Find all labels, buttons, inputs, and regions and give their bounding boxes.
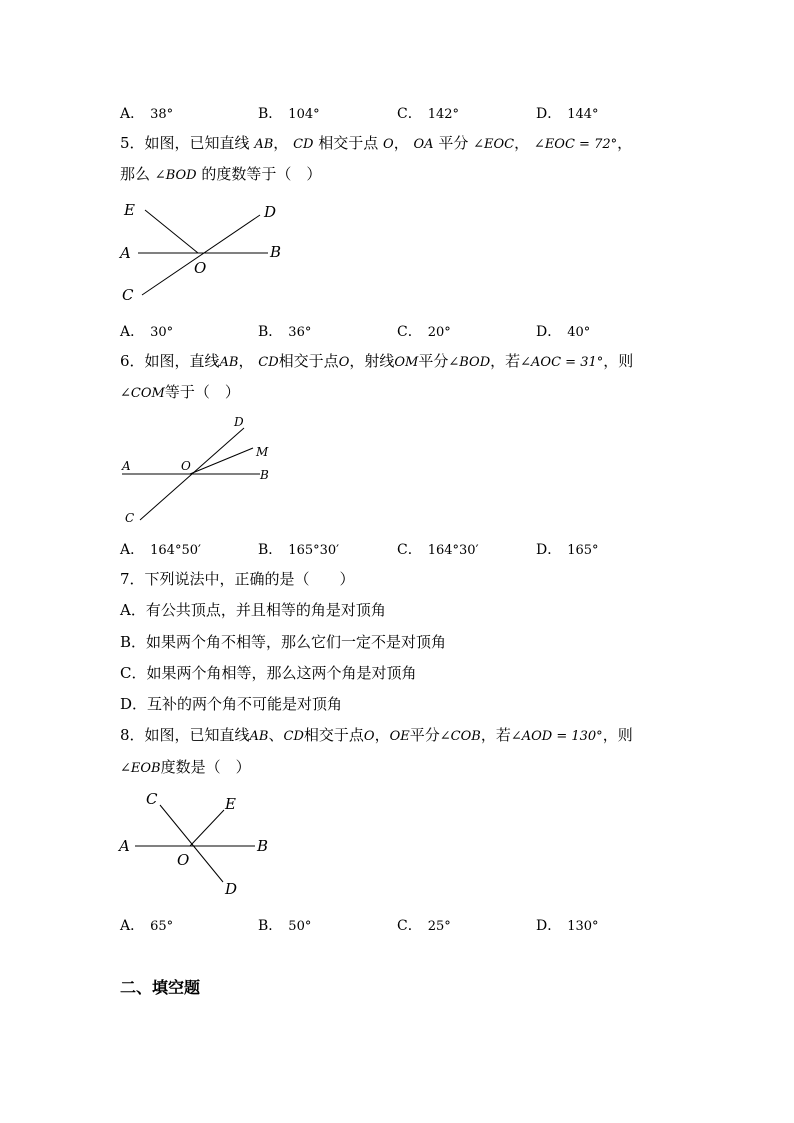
- q6-option-a[interactable]: A． 164°50′: [120, 542, 201, 558]
- q4-options: [120, 103, 680, 123]
- label-a: A: [120, 244, 131, 262]
- q8-option-d[interactable]: D． 130°: [536, 918, 599, 934]
- line-cd: [142, 215, 260, 295]
- ray-om: [190, 448, 253, 474]
- q7-stem: 7．下列说法中，正确的是（ ）: [120, 570, 355, 588]
- section-title: 二、填空题: [120, 978, 201, 997]
- label-e: E: [124, 201, 135, 219]
- q6-option-d[interactable]: D． 165°: [536, 542, 599, 558]
- q8-stem-line1: 8．如图，已知直线AB、CD相交于点O，OE平分∠COB，若∠AOD = 130°，则: [120, 726, 633, 744]
- q8-stem-line2: ∠EOB度数是（ ）: [120, 758, 251, 776]
- q6-stem-line1: 6．如图，直线AB， CD相交于点O，射线OM平分∠BOD，若∠AOC = 31°，则: [120, 352, 634, 370]
- label-d: D: [234, 415, 244, 429]
- label-b: B: [260, 468, 269, 482]
- q6-option-c[interactable]: C． 164°30′: [397, 542, 479, 558]
- label-d: D: [225, 880, 238, 898]
- q6-options: [120, 539, 680, 559]
- q4-option-c[interactable]: C． 142°: [397, 106, 460, 122]
- q8-options: [120, 915, 680, 935]
- label-m: M: [256, 445, 269, 459]
- label-o: O: [194, 259, 207, 277]
- label-o: O: [177, 851, 190, 869]
- q5-stem-line2: 那么 ∠BOD 的度数等于（ ）: [120, 165, 322, 183]
- q5-stem-line1: 5．如图，已知直线 AB， CD 相交于点 O， OA 平分 ∠EOC， ∠EOC = 72°，: [120, 134, 633, 152]
- label-b: B: [257, 837, 269, 855]
- line-cd: [160, 805, 223, 882]
- q6-option-b[interactable]: B． 165°30′: [258, 542, 340, 558]
- q4-option-d[interactable]: D． 144°: [536, 106, 599, 122]
- label-e: E: [225, 795, 236, 813]
- q8-option-a[interactable]: A． 65°: [120, 918, 174, 934]
- q8-figure: [110, 785, 290, 900]
- label-b: B: [270, 243, 282, 261]
- q4-option-b[interactable]: B． 104°: [258, 106, 320, 122]
- q5-option-c[interactable]: C． 20°: [397, 324, 451, 340]
- q5-option-b[interactable]: B． 36°: [258, 324, 312, 340]
- q7-option-b[interactable]: B．如果两个角不相等，那么它们一定不是对顶角: [120, 633, 447, 651]
- q7-option-d[interactable]: D．互补的两个角不可能是对顶角: [120, 695, 343, 713]
- q4-option-a[interactable]: A． 38°: [120, 106, 174, 122]
- label-c: C: [122, 286, 134, 304]
- q5-figure: [110, 195, 310, 310]
- q5-option-d[interactable]: D． 40°: [536, 324, 591, 340]
- label-c: C: [125, 511, 135, 525]
- ray-oe: [145, 210, 198, 253]
- label-d: D: [264, 203, 277, 221]
- q5-options: [120, 321, 680, 341]
- q6-stem-line2: ∠COM等于（ ）: [120, 383, 240, 401]
- label-a: A: [119, 837, 130, 855]
- label-c: C: [146, 790, 158, 808]
- label-o: O: [181, 459, 191, 473]
- ray-oe: [190, 810, 224, 846]
- q8-option-c[interactable]: C． 25°: [397, 918, 451, 934]
- q5-option-a[interactable]: A． 30°: [120, 324, 174, 340]
- q6-figure: [110, 410, 290, 530]
- q8-option-b[interactable]: B． 50°: [258, 918, 312, 934]
- q7-option-a[interactable]: A．有公共顶点，并且相等的角是对顶角: [120, 601, 386, 619]
- q7-option-c[interactable]: C．如果两个角相等，那么这两个角是对顶角: [120, 664, 417, 682]
- label-a: A: [122, 459, 131, 473]
